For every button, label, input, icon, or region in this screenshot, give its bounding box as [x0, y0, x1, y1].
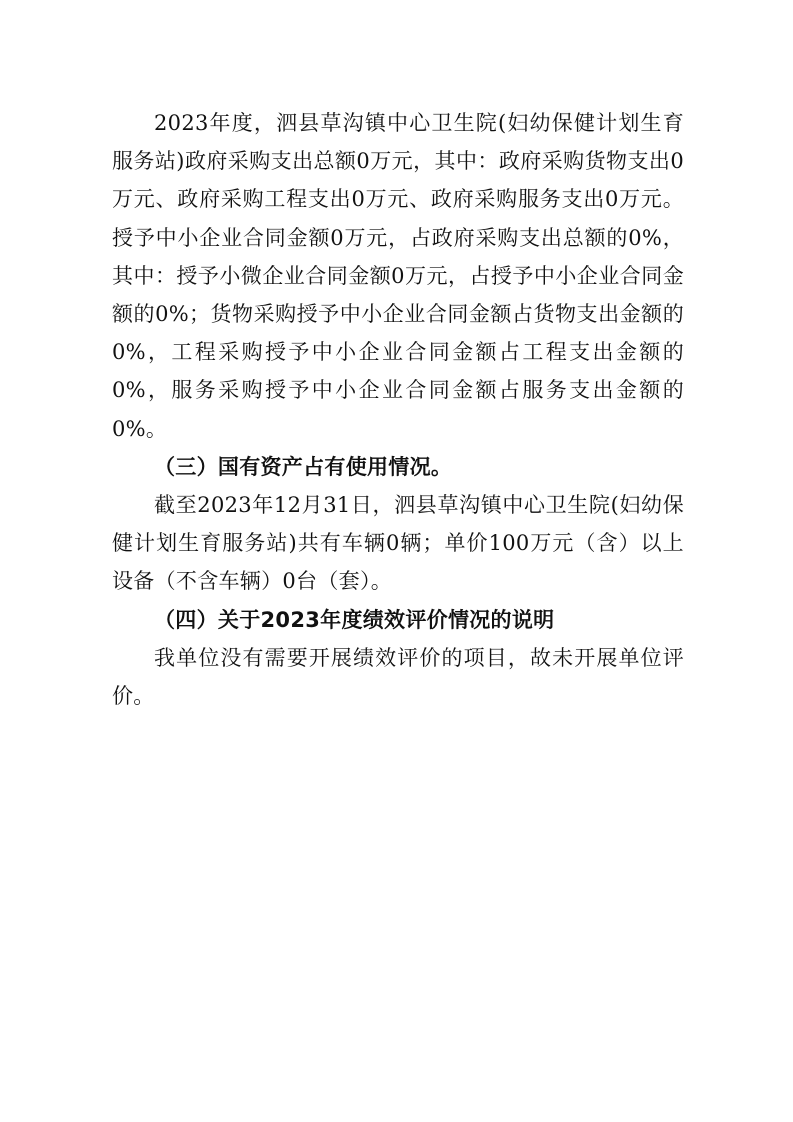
evaluation-paragraph: 我单位没有需要开展绩效评价的项目，故未开展单位评价。: [112, 645, 684, 709]
document-body: [112, 104, 684, 715]
assets-paragraph: 截至2023年12月31日，泗县草沟镇中心卫生院(妇幼保健计划生育服务站)共有车辆0辆；单价100万元（含）以上设备（不含车辆）0台（套）。: [112, 493, 684, 594]
procurement-paragraph: 2023年度，泗县草沟镇中心卫生院(妇幼保健计划生育服务站)政府采购支出总额0万元，其中：政府采购货物支出0万元、政府采购工程支出0万元、政府采购服务支出0万元。授予中小企业合同金额0万元，占政府采购支出总额的0%，其中：授予小微企业合同金额0万元，占授予中小企业合同金额的0%；货物采购授予中小企业合同金额占货物支出金额的0%，工程采购授予中小企业合同金额占工程支出金额的0%，服务采购授予中小企业合同金额占服务支出金额的0%。: [112, 111, 684, 441]
section-heading-performance-evaluation: （四）关于2023年度绩效评价情况的说明: [154, 607, 555, 632]
section-heading-state-assets: （三）国有资产占有使用情况。: [154, 454, 453, 479]
